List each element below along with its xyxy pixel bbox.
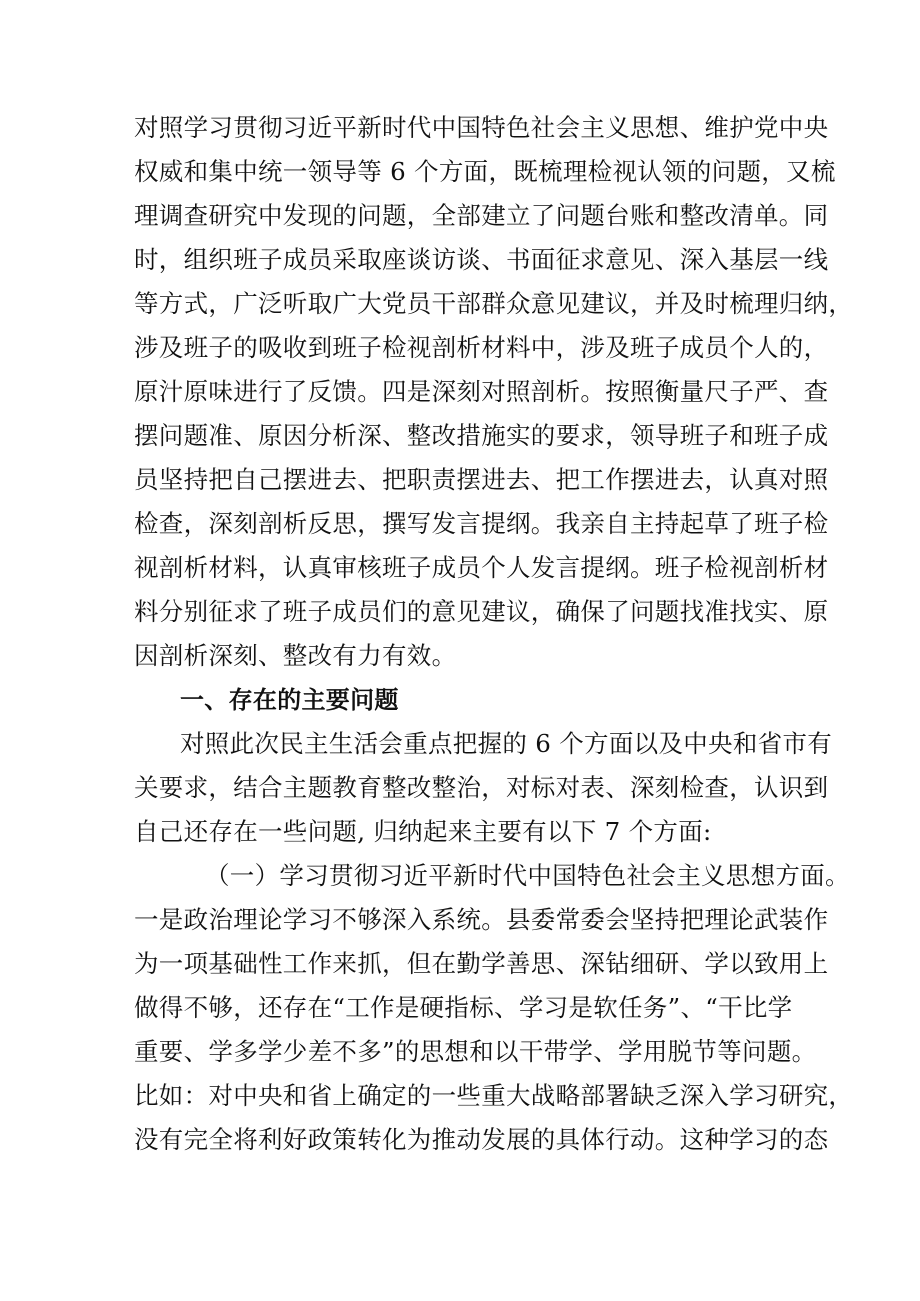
text-line: 摆问题准、原因分析深、整改措施实的要求，领导班子和班子成	[134, 421, 829, 450]
text-line: 没有完全将利好政策转化为推动发展的具体行动。这种学习的态	[134, 1125, 829, 1154]
text-line: 因剖析深刻、整改有力有效。	[134, 641, 457, 670]
text-line: 视剖析材料，认真审核班子成员个人发言提纲。班子检视剖析材	[134, 553, 829, 582]
text-line: 检查，深刻剖析反思，撰写发言提纲。我亲自主持起草了班子检	[134, 509, 829, 538]
text-line: 员坚持把自己摆进去、把职责摆进去、把工作摆进去，认真对照	[134, 465, 829, 494]
text-line: 比如：对中央和省上确定的一些重大战略部署缺乏深入学习研究，	[134, 1081, 854, 1110]
subsection-heading: （一）学习贯彻习近平新时代中国特色社会主义思想方面。	[205, 861, 850, 890]
text-line: 涉及班子的吸收到班子检视剖析材料中，涉及班子成员个人的，	[134, 333, 829, 362]
text-line: 做得不够，还存在“工作是硬指标、学习是软任务”、“干比学	[134, 993, 793, 1022]
text-line: 原汁原味进行了反馈。四是深刻对照剖析。按照衡量尺子严、查	[134, 377, 829, 406]
text-line: 自己还存在一些问题, 归纳起来主要有以下 7 个方面:	[134, 817, 712, 846]
text-line: 料分别征求了班子成员们的意见建议，确保了问题找准找实、原	[134, 597, 829, 626]
text-line: 对照此次民主生活会重点把握的 6 个方面以及中央和省市有	[180, 729, 833, 758]
text-line: 关要求，结合主题教育整改整治，对标对表、深刻检查，认识到	[134, 773, 829, 802]
section-heading: 一、存在的主要问题	[180, 686, 399, 714]
text-line: 对照学习贯彻习近平新时代中国特色社会主义思想、维护党中央	[134, 113, 829, 142]
text-line: 等方式，广泛听取广大党员干部群众意见建议，并及时梳理归纳，	[134, 289, 854, 318]
text-line: 一是政治理论学习不够深入系统。县委常委会坚持把理论武装作	[134, 905, 829, 934]
text-line: 为一项基础性工作来抓，但在勤学善思、深钻细研、学以致用上	[134, 949, 829, 978]
text-line: 理调查研究中发现的问题，全部建立了问题台账和整改清单。同	[134, 201, 829, 230]
text-line: 时，组织班子成员采取座谈访谈、书面征求意见、深入基层一线	[134, 245, 829, 274]
text-line: 重要、学多学少差不多”的思想和以干带学、学用脱节等问题。	[134, 1037, 817, 1066]
text-line: 权威和集中统一领导等 6 个方面，既梳理检视认领的问题，又梳	[134, 157, 836, 186]
